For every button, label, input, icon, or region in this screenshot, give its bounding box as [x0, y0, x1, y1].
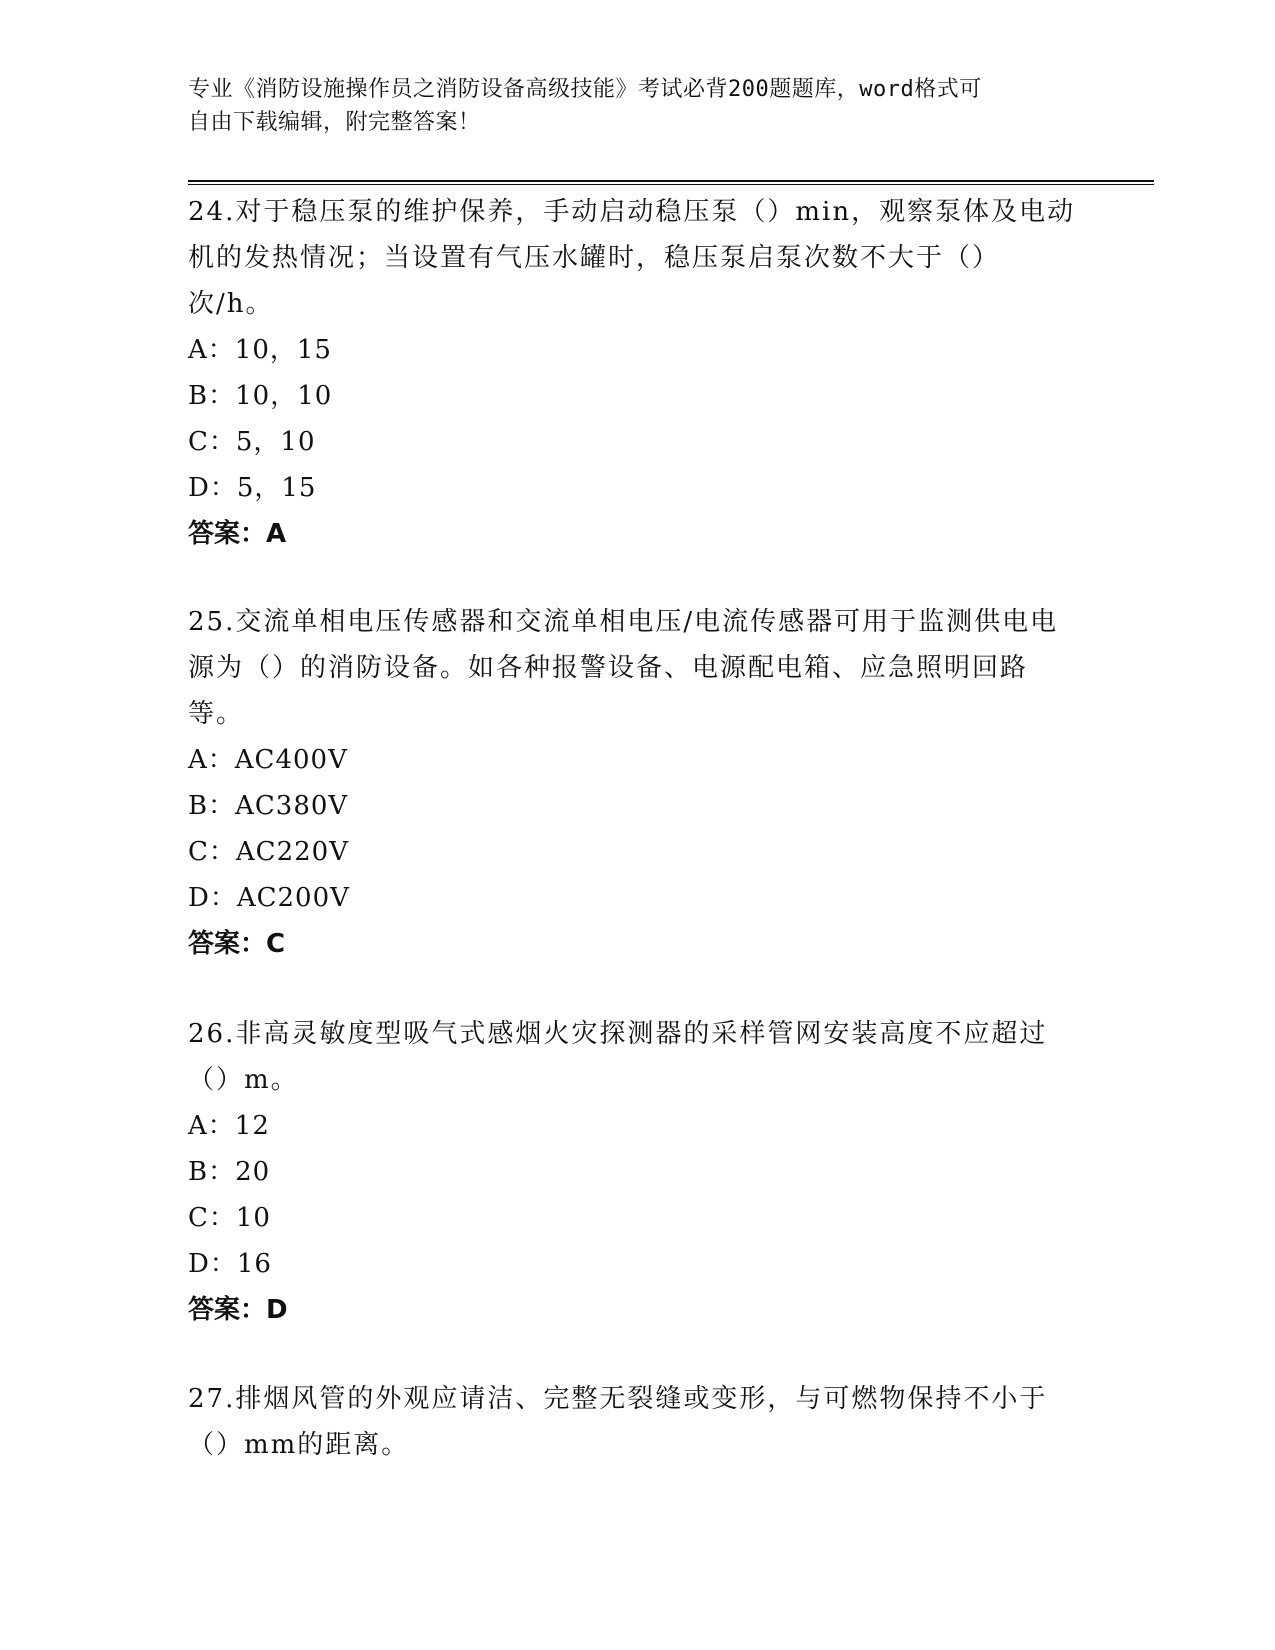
header-divider-thick	[188, 180, 1154, 182]
option-c: C：5，10	[188, 427, 316, 457]
option-a: A：10，15	[188, 335, 332, 365]
question-27	[188, 1376, 1080, 1468]
option-a: A：12	[188, 1111, 270, 1141]
header-line-1: 专业《消防设施操作员之消防设备高级技能》考试必背200题题库，word格式可	[188, 77, 982, 102]
answer: 答案：A	[188, 519, 287, 549]
question-stem: 27.排烟风管的外观应请洁、完整无裂缝或变形，与可燃物保持不小于（）mm的距离。	[188, 1384, 1048, 1460]
answer: 答案：D	[188, 1295, 288, 1325]
header-divider-thin	[188, 184, 1154, 185]
question-24	[188, 189, 1080, 557]
answer: 答案：C	[188, 929, 286, 959]
option-a: A：AC400V	[188, 745, 348, 775]
question-stem: 26.非高灵敏度型吸气式感烟火灾探测器的采样管网安装高度不应超过（）m。	[188, 1019, 1048, 1095]
page-header	[188, 73, 1068, 139]
option-b: B：20	[188, 1157, 271, 1187]
option-d: D：AC200V	[188, 883, 350, 913]
question-25	[188, 599, 1080, 967]
question-26	[188, 1011, 1080, 1333]
question-stem: 24.对于稳压泵的维护保养，手动启动稳压泵（）min，观察泵体及电动机的发热情况；当设置有气压水罐时，稳压泵启泵次数不大于（）次/h。	[188, 197, 1076, 319]
question-stem: 25.交流单相电压传感器和交流单相电压/电流传感器可用于监测供电电源为（）的消防设备。如各种报警设备、电源配电箱、应急照明回路等。	[188, 607, 1059, 729]
header-line-2: 自由下载编辑，附完整答案！	[188, 110, 481, 135]
option-c: C：AC220V	[188, 837, 349, 867]
option-b: B：10，10	[188, 381, 333, 411]
option-c: C：10	[188, 1203, 271, 1233]
option-d: D：5，15	[188, 473, 317, 503]
option-b: B：AC380V	[188, 791, 349, 821]
option-d: D：16	[188, 1249, 272, 1279]
